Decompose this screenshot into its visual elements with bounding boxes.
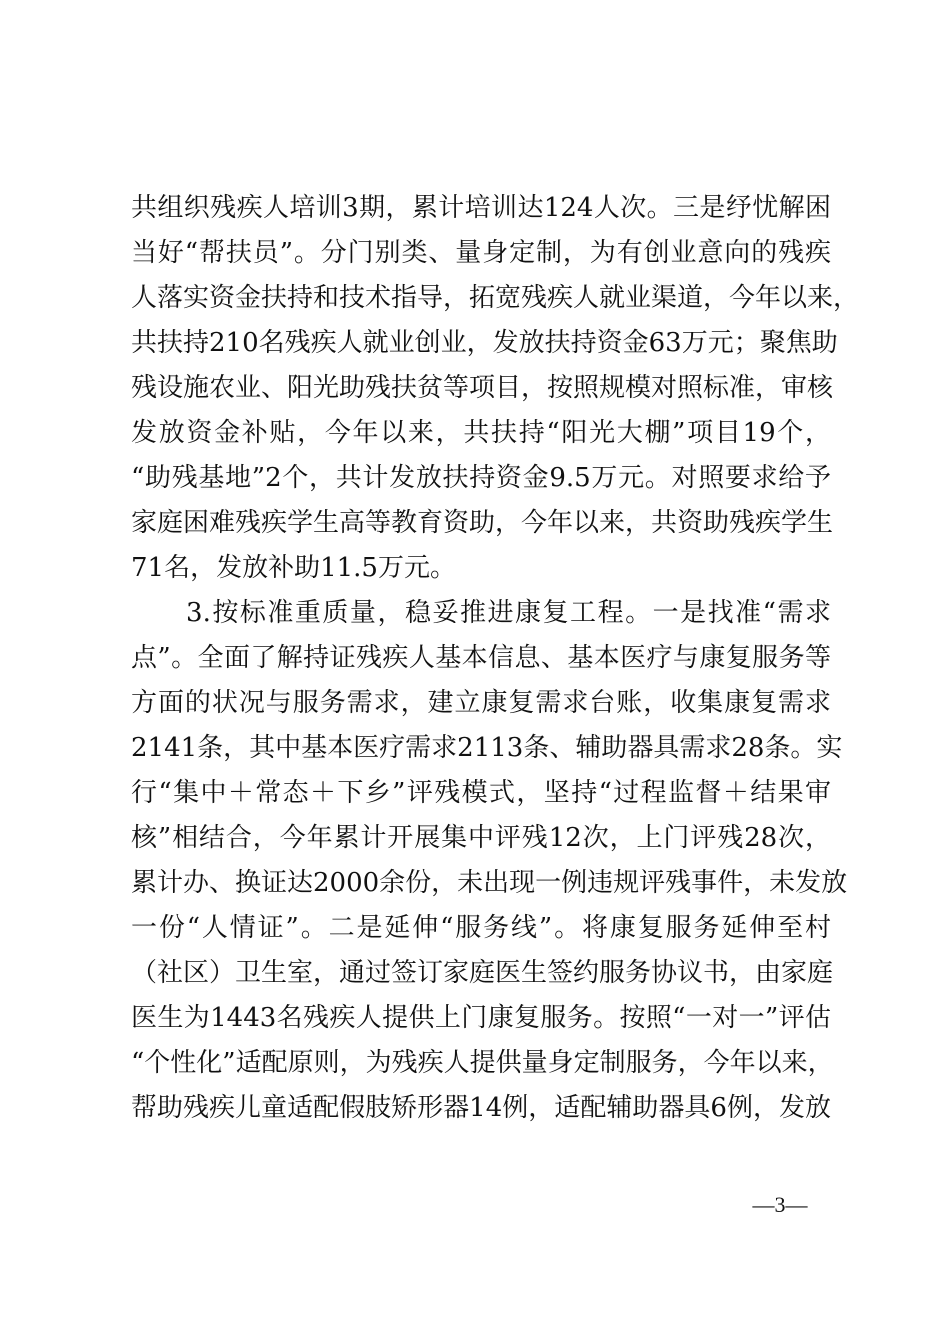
text-line: 3.按标准重质量，稳妥推进康复工程。一是找准“需求 [131,598,831,628]
text-line: （社区）卫生室，通过签订家庭医生签约服务协议书，由家庭 [131,958,834,988]
text-line: 当好“帮扶员”。分门别类、量身定制，为有创业意向的残疾 [131,238,831,268]
text-line: 帮助残疾儿童适配假肢矫形器14例，适配辅助器具6例，发放 [131,1093,831,1123]
text-line: 发放资金补贴，今年以来，共扶持“阳光大棚”项目19个， [131,418,831,448]
text-line: 累计办、换证达2000余份，未出现一例违规评残事件，未发放 [131,868,848,898]
text-line: 2141条，其中基本医疗需求2113条、辅助器具需求28条。实 [131,733,843,763]
page-number: —3— [752,1192,808,1217]
text-line: 医生为1443名残疾人提供上门康复服务。按照“一对一”评估 [131,1003,831,1033]
text-line: 行“集中＋常态＋下乡”评残模式，坚持“过程监督＋结果审 [131,778,831,808]
body-text [131,186,860,1131]
text-line: “助残基地”2个，共计发放扶持资金9.5万元。对照要求给予 [131,463,831,493]
text-line: 人落实资金扶持和技术指导，拓宽残疾人就业渠道，今年以来， [131,283,860,313]
text-line: 点”。全面了解持证残疾人基本信息、基本医疗与康复服务等 [131,643,831,673]
text-line: “个性化”适配原则，为残疾人提供量身定制服务，今年以来， [131,1048,834,1078]
text-line: 一份“人情证”。二是延伸“服务线”。将康复服务延伸至村 [131,913,831,943]
text-line: 残设施农业、阳光助残扶贫等项目，按照规模对照标准，审核 [131,373,834,403]
text-line: 方面的状况与服务需求，建立康复需求台账，收集康复需求 [131,688,831,718]
text-line: 核”相结合，今年累计开展集中评残12次，上门评残28次， [131,823,831,853]
text-line: 共组织残疾人培训3期，累计培训达124人次。三是纾忧解困 [131,193,831,223]
text-line: 71名，发放补助11.5万元。 [131,553,456,583]
text-line: 家庭困难残疾学生高等教育资助，今年以来，共资助残疾学生 [131,508,834,538]
text-line: 共扶持210名残疾人就业创业，发放扶持资金63万元；聚焦助 [131,328,838,358]
